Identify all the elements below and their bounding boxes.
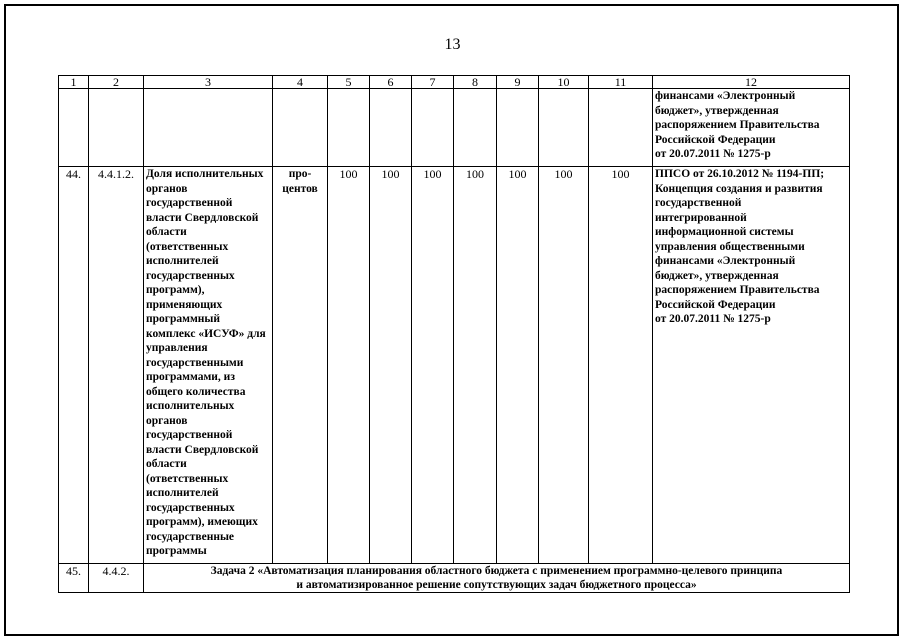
row-number: 45. — [59, 564, 89, 593]
text-line: государственных — [146, 269, 235, 282]
text-line: (ответственных — [146, 472, 229, 485]
text-line: программы — [146, 545, 207, 557]
header-cell: 12 — [653, 76, 850, 89]
continuation-source-cell — [653, 89, 850, 167]
text-line: государственные — [146, 530, 235, 543]
text-line: власти Свердловской — [146, 211, 259, 224]
header-row — [59, 76, 850, 89]
text-line: управления общественными — [655, 240, 805, 253]
row-code: 4.4.1.2. — [89, 167, 144, 564]
indicator-table — [58, 75, 850, 593]
header-cell: 9 — [497, 76, 539, 89]
header-cell: 1 — [59, 76, 89, 89]
header-cell: 5 — [328, 76, 370, 89]
continuation-row — [59, 89, 850, 167]
value-cell: 100 — [412, 167, 454, 564]
text-line: Доля исполнительных — [146, 168, 264, 180]
text-line: (ответственных — [146, 240, 229, 253]
header-cell: 3 — [144, 76, 273, 89]
text-line: органов — [146, 182, 188, 195]
row-number: 44. — [59, 167, 89, 564]
text-line: от 20.07.2011 № 1275-р — [655, 148, 771, 160]
header-cell: 6 — [370, 76, 412, 89]
source-cell — [653, 167, 850, 564]
text-line: государственных — [146, 501, 235, 514]
text-line: про- — [288, 168, 312, 180]
page-number: 13 — [444, 36, 461, 53]
text-line: управления — [146, 342, 208, 354]
text-line: Российской Федерации — [655, 298, 776, 311]
text-line: области — [146, 458, 187, 470]
text-line: распоряжением Правительства — [655, 284, 820, 296]
text-line: программ), имеющих — [146, 516, 258, 528]
text-line: ППСО от 26.10.2012 № 1194-ПП; — [655, 168, 825, 180]
text-line: государственными — [146, 356, 244, 369]
text-line: программный — [146, 313, 221, 325]
text-line: и автоматизированное решение сопутствующих задач бюджетного процесса» — [296, 579, 697, 591]
header-cell: 4 — [273, 76, 328, 89]
text-line: Концепция создания и развития — [655, 182, 823, 195]
value-cell: 100 — [370, 167, 412, 564]
text-line: от 20.07.2011 № 1275-р — [655, 313, 771, 325]
text-line: исполнителей — [146, 255, 219, 267]
task-cell — [144, 564, 850, 593]
header-cell: 8 — [454, 76, 497, 89]
text-line: комплекс «ИСУФ» для — [146, 327, 266, 340]
text-line: бюджет», утвержденная — [655, 104, 779, 117]
text-line: программ), — [146, 284, 205, 296]
text-line: финансами «Электронный — [655, 255, 796, 267]
text-line: Задача 2 «Автоматизация планирования областного бюджета с применением программно-целевого принципа — [210, 565, 783, 577]
value-cell: 100 — [328, 167, 370, 564]
text-line: информационной системы — [655, 226, 794, 238]
text-line: Российской Федерации — [655, 133, 776, 146]
text-line: применяющих — [146, 298, 223, 311]
header-cell: 2 — [89, 76, 144, 89]
text-line: области — [146, 226, 187, 238]
header-cell: 7 — [412, 76, 454, 89]
text-line: государственной — [146, 429, 233, 441]
unit-cell — [273, 167, 328, 564]
indicator-name-cell — [144, 167, 273, 564]
text-line: государственной — [655, 197, 742, 209]
text-line: распоряжением Правительства — [655, 119, 820, 131]
header-cell: 10 — [539, 76, 589, 89]
text-line: бюджет», утвержденная — [655, 269, 779, 282]
value-cell: 100 — [454, 167, 497, 564]
table-row — [59, 167, 850, 564]
value-cell: 100 — [497, 167, 539, 564]
text-line: интегрированной — [655, 211, 747, 224]
header-cell: 11 — [589, 76, 653, 89]
text-line: общего количества — [146, 385, 246, 398]
table-row — [59, 564, 850, 593]
text-line: программами, из — [146, 371, 235, 383]
text-line: центов — [282, 182, 318, 195]
text-line: государственной — [146, 197, 233, 209]
text-line: исполнительных — [146, 400, 235, 412]
text-line: власти Свердловской — [146, 443, 259, 456]
value-cell: 100 — [589, 167, 653, 564]
text-line: финансами «Электронный — [655, 90, 796, 102]
row-code: 4.4.2. — [89, 564, 144, 593]
text-line: органов — [146, 414, 188, 427]
value-cell: 100 — [539, 167, 589, 564]
text-line: исполнителей — [146, 487, 219, 499]
